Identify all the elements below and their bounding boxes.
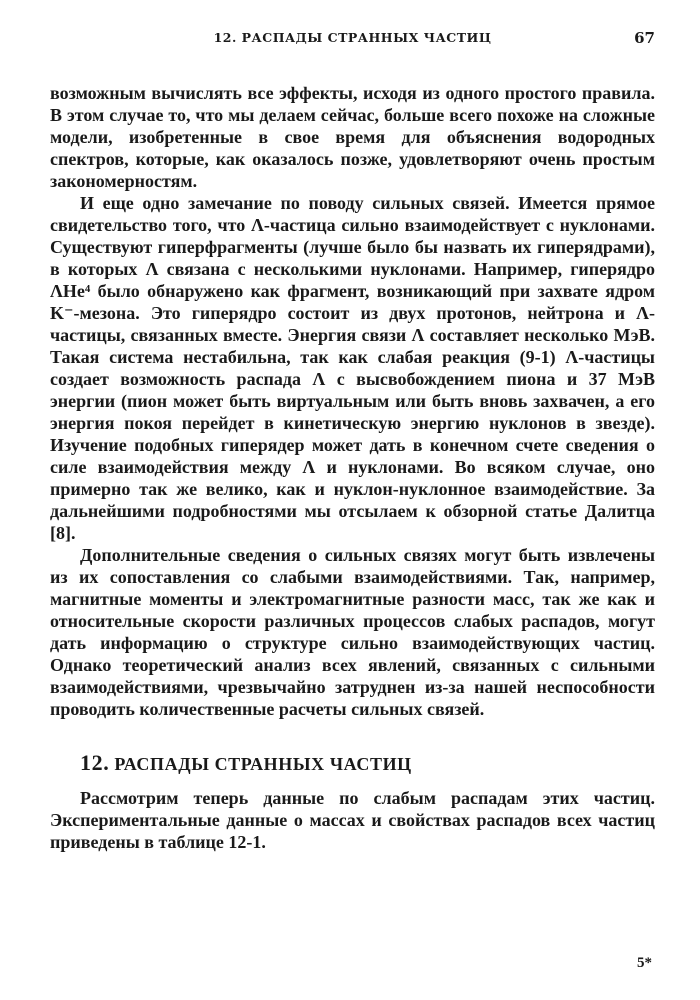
page-header bbox=[50, 26, 655, 50]
paragraph-continuation: возможным вычислять все эффекты, исходя из одного простого правила. В этом случае то, что мы делаем сейчас, больше всего похоже на сложные модели, изобретенные в свое время для объяснения водородных спектров, которые, как оказалось позже, удовлетворяют очень простым закономерностям. bbox=[50, 83, 655, 191]
signature-mark: 5* bbox=[637, 955, 652, 971]
paragraph-section-intro: Рассмотрим теперь данные по слабым распадам этих частиц. Экспериментальные данные о массах и свойствах распадов всех частиц приведены в таблице 12-1. bbox=[50, 788, 655, 852]
running-head: 12. РАСПАДЫ СТРАННЫХ ЧАСТИЦ bbox=[213, 30, 492, 45]
section-title: РАСПАДЫ СТРАННЫХ ЧАСТИЦ bbox=[114, 754, 412, 774]
paragraph-strong-couplings: Дополнительные сведения о сильных связях могут быть извлечены из их сопоставления со слабыми взаимодействиями. Так, например, магнитные моменты и электромагнитные разности масс, так же как и относительные скорости различных процессов слабых распадов, могут дать информацию о структуре сильно взаимодействующих частиц. Однако теоретический анализ всех явлений, связанных с сильными взаимодействиями, чрезвычайно затруднен из-за нашей неспособности проводить количественные расчеты сильных связей. bbox=[50, 545, 655, 719]
section-number: 12. bbox=[80, 750, 110, 775]
page-number: 67 bbox=[634, 29, 655, 47]
body-text bbox=[50, 82, 655, 853]
section-heading bbox=[80, 750, 655, 777]
paragraph-hyperfragments: И еще одно замечание по поводу сильных связей. Имеется прямое свидетельство того, что Λ-частица сильно взаимодействует с нуклонами. Существуют гиперфрагменты (лучше было бы назвать их гиперядрами), в которых Λ связана с несколькими нуклонами. Например, гиперядро ΛHe⁴ было обнаружено как фрагмент, возникающий при захвате ядром K⁻-мезона. Это гиперядро состоит из двух протонов, нейтрона и Λ-частицы, связанных вместе. Энергия связи Λ составляет несколько МэВ. Такая система нестабильна, так как слабая реакция (9-1) Λ-частицы создает возможность распада Λ с высвобождением пиона и 37 МэВ энергии (пион может быть виртуальным или быть вновь захвачен, а его энергия покоя перейдет в кинетическую энергию нуклонов в звезде). Изучение подобных гиперядер может дать в конечном счете сведения о силе взаимодействия между Λ и нуклонами. Во всяком случае, оно примерно так же велико, как и нуклон-нуклонное взаимодействие. За дальнейшими подробностями мы отсылаем к обзорной статье Далитца [8]. bbox=[50, 193, 655, 543]
